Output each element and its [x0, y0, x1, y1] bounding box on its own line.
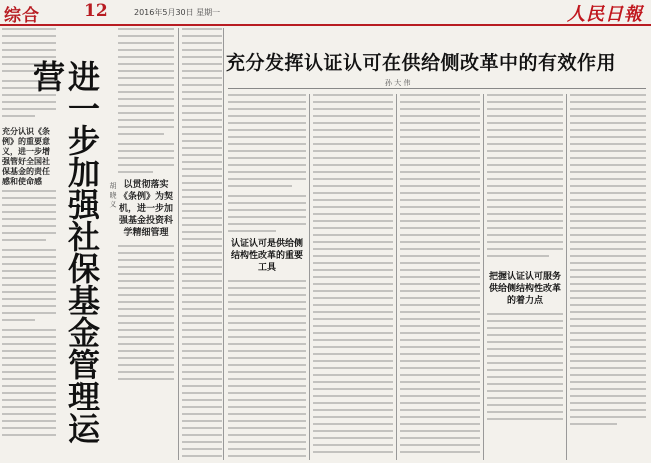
column-divider [566, 94, 567, 460]
section-title: 综合 [4, 6, 40, 26]
main-column-5 [570, 94, 646, 460]
column-divider [396, 94, 397, 460]
newspaper-logo: 人民日報 [567, 4, 643, 25]
column-divider [223, 28, 224, 460]
left-subhead-2: 以贯彻落实《条例》为契机，进一步加强基金投资科学精细管理 [118, 180, 173, 238]
main-headline: 充分发挥认证认可在供给侧改革中的有效作用 [226, 52, 617, 74]
main-column-4 [487, 94, 563, 460]
column-divider [483, 94, 484, 460]
left-vertical-headline: 进一步加强社保基金管理运营 [28, 60, 101, 444]
left-article-column-3 [182, 28, 222, 460]
left-subhead-1: 充分认识《条例》的重要意义，进一步增强管好全国社保基金的责任感和使命感 [2, 127, 50, 186]
left-article-column [2, 28, 56, 460]
page-number: 12 [84, 1, 108, 21]
main-column-1 [228, 94, 306, 460]
column-divider [178, 28, 179, 460]
headline-rule [228, 88, 646, 89]
main-byline: 孙 大 伟 [385, 79, 411, 87]
column-divider [309, 94, 310, 460]
main-column-2 [313, 94, 393, 460]
masthead [0, 0, 651, 26]
main-subhead-1: 认证认可是供给侧结构性改革的重要工具 [230, 239, 303, 273]
main-subhead-2: 把握认证认可服务供给侧结构性改革的着力点 [489, 272, 562, 306]
main-column-3 [400, 94, 480, 460]
left-article-column-2 [118, 28, 174, 460]
issue-date: 2016年5月30日 星期一 [134, 8, 221, 17]
left-byline: 胡 晓 义 [109, 182, 117, 208]
